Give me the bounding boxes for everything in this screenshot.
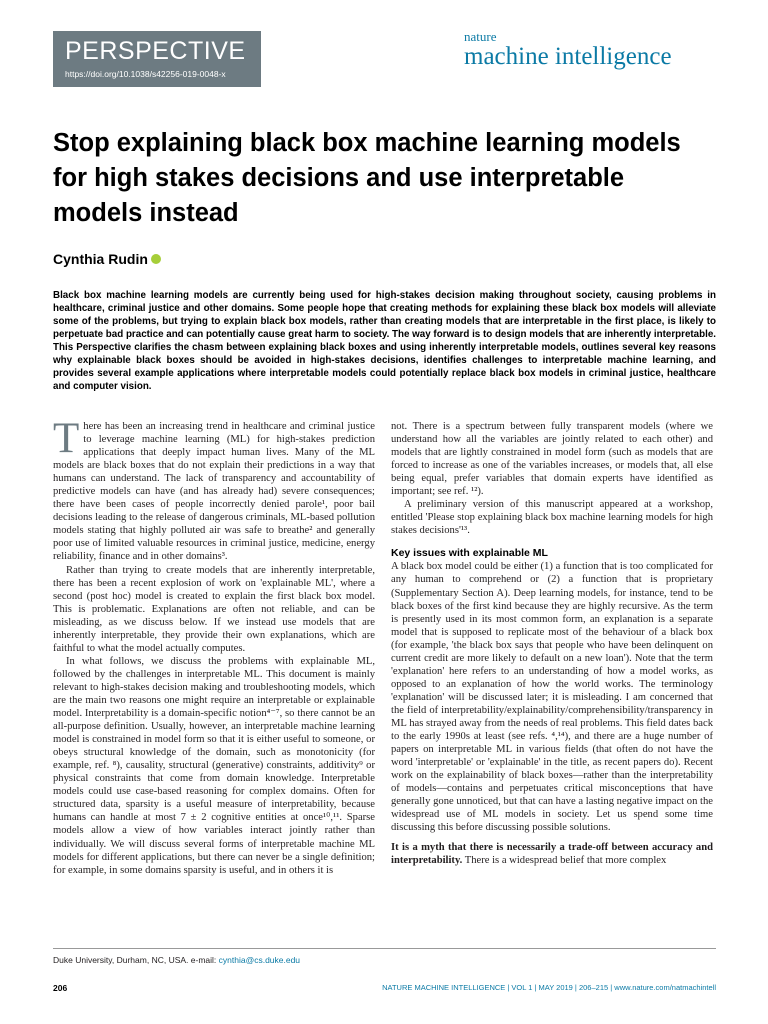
author-line	[53, 251, 161, 267]
author-name: Cynthia Rudin	[53, 251, 148, 267]
paragraph-lead: It is a myth that there is necessarily a trade-off between accuracy and interpretability.	[391, 842, 713, 867]
paragraph	[391, 841, 713, 867]
paragraph: In what follows, we discuss the problems with explainable ML, followed by the challenges in interpretable ML. This document is mainly relevant to high-stakes decision making and troubleshooting models, which are the main two reasons one might require an interpretable or explainable model. Interpretability is a domain-specific notion⁴⁻⁷, so there cannot be an all-purpose definition. Usually, however, an interpretable machine learning model is constrained in model form so that it is either useful to someone, or obeys structural knowledge of the domain, such as monotonicity (for example, ref. ⁸), causality, structural (generative) constraints, additivity⁹ or physical constraints that come from domain knowledge. Interpretable models could use case-based reasoning for complex domains. Often for structured data, sparsity is a useful measure of interpretability, because humans can handle at most 7 ± 2 cognitive entities at once¹⁰,¹¹. Sparse models allow a view of how variables interact jointly rather than individually. We will discuss several forms of interpretable machine ML models for different applications, but there can never be a single definition; for example, in some domains sparsity is useful, and in others it is	[53, 655, 375, 876]
orcid-icon[interactable]	[151, 254, 161, 264]
intro-text: here has been an increasing trend in healthcare and criminal justice to leverage machine learning (ML) for high-stakes prediction applications that deeply impact human lives. Many of the ML models are black boxes that do not explain their predictions in a way that humans can understand. The lack of transparency and accountability of predictive models can have (and has already had) severe consequences; there have been cases of people incorrectly denied parole¹, poor bail decisions leading to the release of dangerous criminals, ML-based pollution models stating that highly polluted air was safe to breathe² and generally poor use of limited valuable resources in criminal justice, medicine, energy reliability, finance and in other domains³.	[53, 421, 375, 563]
paragraph-gap	[391, 834, 713, 841]
footer-divider	[53, 948, 716, 949]
page-number: 206	[53, 983, 68, 993]
section-heading: Key issues with explainable ML	[391, 547, 548, 560]
journal-logo-small: nature	[464, 29, 497, 44]
article-type-label: PERSPECTIVE	[65, 37, 246, 65]
left-column	[53, 415, 375, 877]
article-type-banner	[53, 31, 261, 87]
paragraph: A black box model could be either (1) a function that is too complicated for any human to comprehend or (2) a function that is proprietary (Supplementary Section A). Deep learning models, for instance, tend to be black boxes of the first kind because they are highly recursive. As the term is presently used in its most common form, an explanation is a separate model that is supposed to replicate most of the behaviour of a black box (for example, 'the black box says that people who have been delinquent on current credit are more likely to default on a new loan'). Note that the term 'explanation' here refers to an understanding of how a model works, as opposed to an explanation of how the world works. The terminology 'explanation' will be discussed later; it is misleading. I am concerned that the field of interpretability/explainability/comprehensibility/transparency in ML has strayed away from the needs of real problems. This field dates back to the early 1990s at least (see refs. ⁴,¹⁴), and there are a huge number of papers on interpretable ML in various fields (that often do not have the word 'interpretable' or 'explainable' in the title, as recent papers do). Recent work on the explainability of black boxes—rather than the interpretability of models—contains and perpetuates critical misconceptions that have generally gone unnoticed, but that can have a lasting negative impact on the widespread use of ML models in society. Let us spend some time discussing this before discussing possible solutions.	[391, 561, 713, 834]
paragraph: not. There is a spectrum between fully transparent models (where we understand how all the variables are jointly related to each other) and models that are lightly constrained in model form (such as models that are forced to increase as one of the variables increases, or models that, all else being equal, prefer variables that domain experts have identified as important; see ref. ¹²).	[391, 421, 713, 498]
article-title: Stop explaining black box machine learning models for high stakes decisions and use interpretable models instead	[53, 129, 681, 227]
abstract: Black box machine learning models are currently being used for high-stakes decision making throughout society, causing problems in healthcare, criminal justice and other domains. Some people hope that creating methods for explaining these black box models will alleviate some of the problems, but trying to explain black box models, rather than creating models that are interpretable in the first place, is likely to perpetuate bad practice and can potentially cause great harm to society. The way forward is to design models that are inherently interpretable. This Perspective clarifies the chasm between explaining black boxes and using inherently interpretable models, outlines several key reasons why explainable black boxes should be avoided in high-stakes decisions, identifies challenges to interpretable machine learning, and provides several example applications where interpretable models could potentially replace black box models in criminal justice, healthcare and computer vision.	[53, 290, 716, 392]
journal-logo	[464, 30, 714, 70]
running-footer: NATURE MACHINE INTELLIGENCE | VOL 1 | MAY 2019 | 206–215 | www.nature.com/natmachintell	[382, 983, 716, 992]
paragraph-text: There is a widespread belief that more complex	[462, 855, 667, 867]
journal-logo-big: machine intelligence	[464, 43, 672, 70]
doi-link[interactable]: https://doi.org/10.1038/s42256-019-0048-x	[65, 69, 226, 79]
paragraph: A preliminary version of this manuscript appeared at a workshop, entitled 'Please stop explaining black box machine learning models for high stakes decisions'¹³.	[391, 499, 713, 537]
intro-paragraph	[53, 415, 375, 564]
right-column	[391, 420, 713, 868]
paragraph: Rather than trying to create models that are inherently interpretable, there has been a recent explosion of work on 'explainable ML', where a second (post hoc) model is created to explain the first black box model. This is problematic. Explanations are often not reliable, and can be misleading, as we discuss below. If we instead use models that are inherently interpretable, they provide their own explanations, which are faithful to what the model actually computes.	[53, 564, 375, 654]
drop-cap: T	[53, 415, 80, 462]
email-link[interactable]: cynthia@cs.duke.edu	[218, 955, 301, 965]
affiliation-text: Duke University, Durham, NC, USA. e-mail:	[53, 955, 219, 965]
affiliation	[53, 955, 300, 965]
